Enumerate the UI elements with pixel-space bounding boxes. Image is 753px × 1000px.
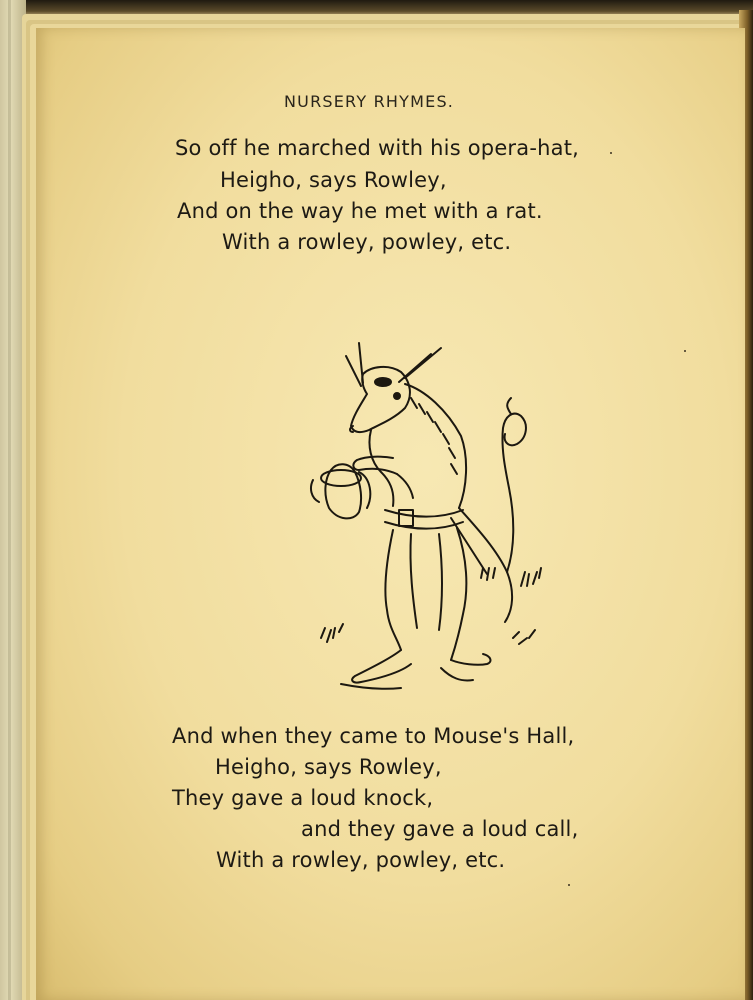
stanza1-line3: And on the way he met with a rat. xyxy=(177,199,543,223)
stanza2-line4: and they gave a loud call, xyxy=(301,817,579,841)
stanza1-line2: Heigho, says Rowley, xyxy=(220,168,447,192)
stanza2-line2: Heigho, says Rowley, xyxy=(215,755,442,779)
stanza1-line4: With a rowley, powley, etc. xyxy=(222,230,512,254)
stanza2-line1: And when they came to Mouse's Hall, xyxy=(172,724,575,748)
stanza1-line1: So off he marched with his opera-hat, xyxy=(175,136,580,160)
stanza2-line3: They gave a loud knock, xyxy=(172,786,434,810)
page-speck xyxy=(568,884,570,886)
book-page xyxy=(36,28,745,1000)
running-header: NURSERY RHYMES. xyxy=(284,92,455,111)
rat-with-top-hat-illustration xyxy=(301,338,571,703)
page-speck xyxy=(684,350,686,352)
page-speck xyxy=(610,152,612,154)
stanza2-line5: With a rowley, powley, etc. xyxy=(216,848,506,872)
